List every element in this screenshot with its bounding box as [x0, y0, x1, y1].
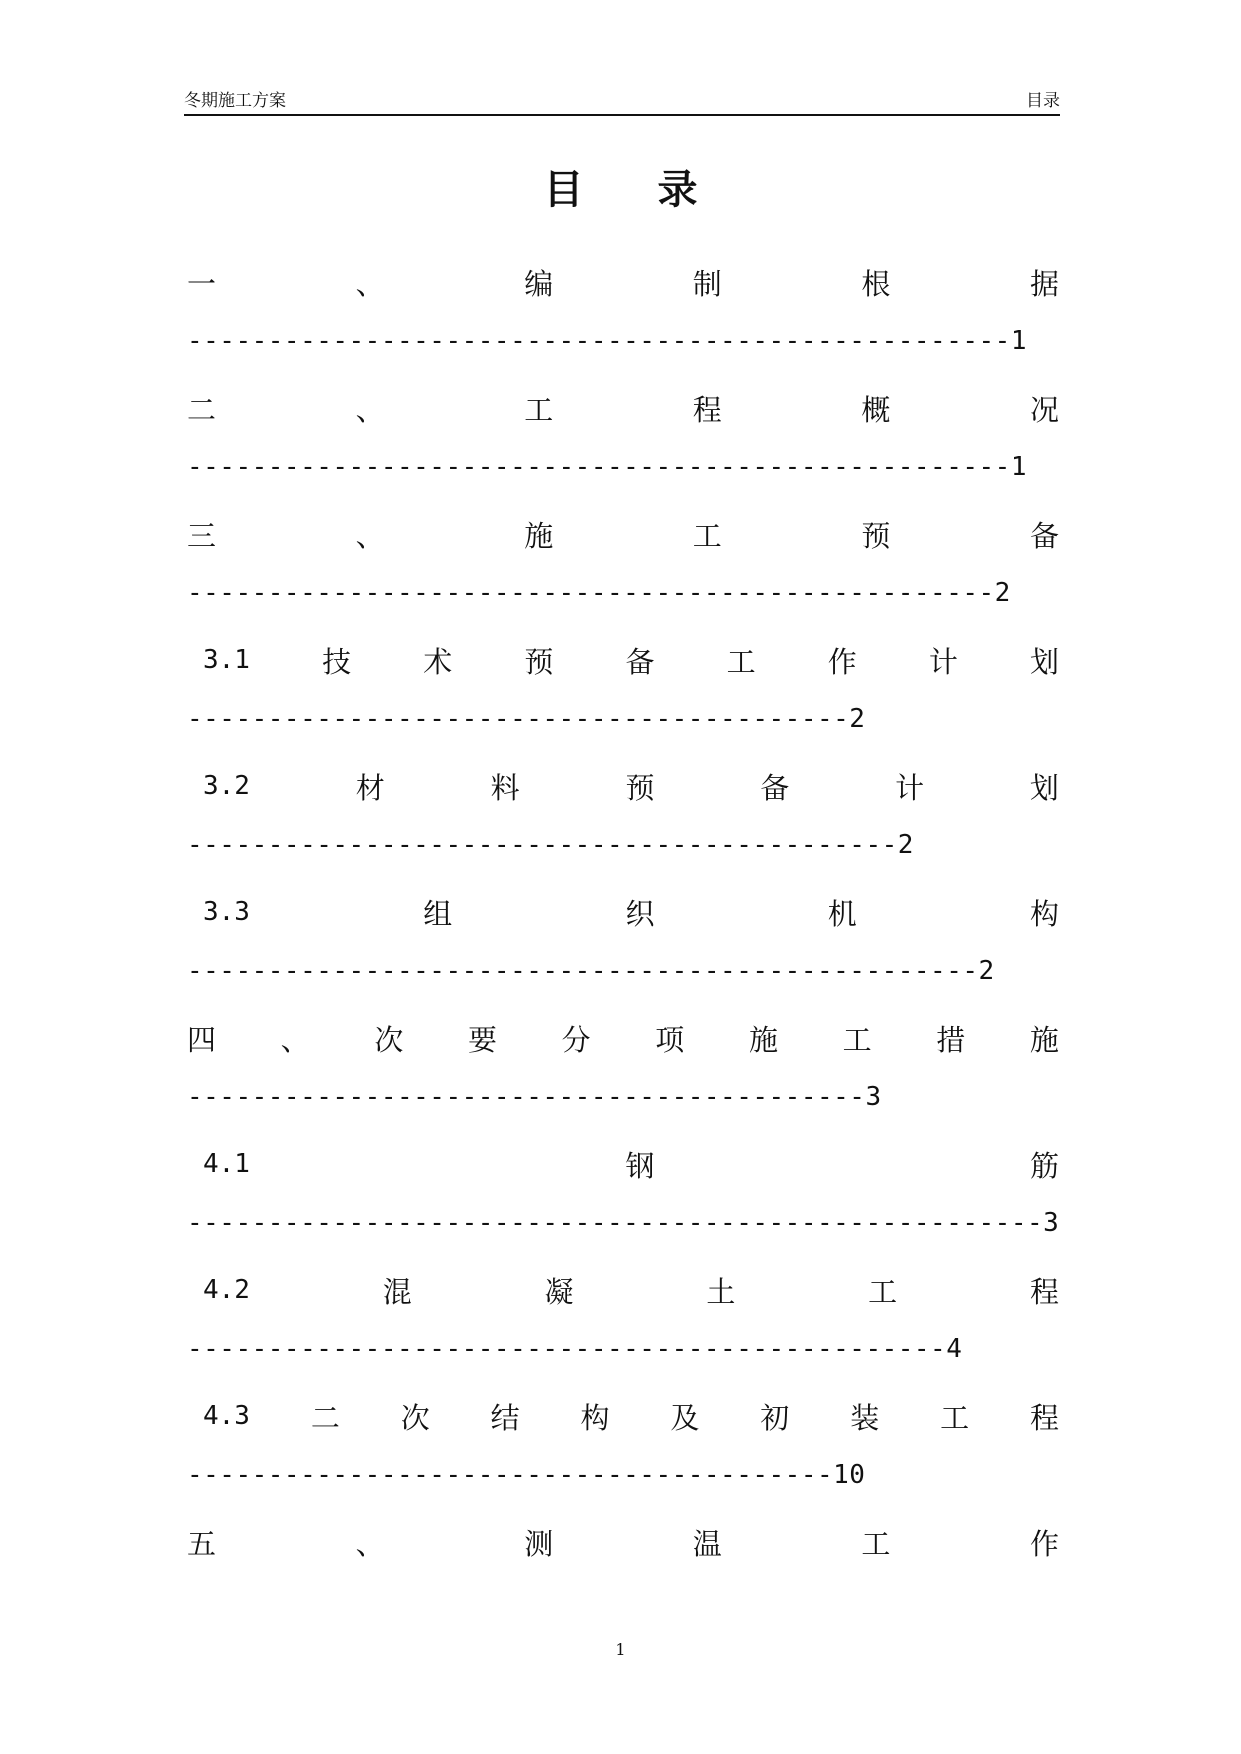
toc-title-char: 3.2	[203, 771, 250, 801]
toc-title-char: 、	[355, 1526, 385, 1561]
toc-entry[interactable]	[187, 388, 1059, 514]
toc-title-char: 工	[524, 392, 554, 427]
table-of-contents	[187, 262, 1059, 1648]
page-header	[184, 86, 1060, 116]
toc-entry[interactable]	[187, 1270, 1059, 1396]
toc-title-char: 程	[1029, 1400, 1059, 1435]
toc-title-char: 4.3	[203, 1401, 250, 1431]
toc-title-char: 3.1	[203, 645, 250, 675]
toc-title-char: 、	[280, 1022, 310, 1057]
header-left-title: 冬期施工方案	[184, 91, 286, 111]
toc-entry[interactable]	[187, 514, 1059, 640]
toc-entry-title	[187, 766, 1059, 806]
toc-title-char: 4.2	[203, 1275, 250, 1305]
toc-title-char: 三	[187, 518, 217, 553]
toc-entry[interactable]	[187, 1522, 1059, 1648]
toc-title-char: 计	[928, 644, 958, 679]
toc-title-char: 结	[490, 1400, 520, 1435]
toc-title-char: 及	[670, 1400, 700, 1435]
toc-title-char: 制	[692, 266, 722, 301]
toc-title-char: 凝	[544, 1274, 574, 1309]
toc-title-char: 备	[760, 770, 790, 805]
toc-title-char: 施	[524, 518, 554, 553]
toc-title-char: 土	[706, 1274, 736, 1309]
toc-title-char: 材	[355, 770, 385, 805]
toc-title-char: 组	[423, 896, 453, 931]
toc-title-char: 筋	[1029, 1148, 1059, 1183]
toc-title-char: 温	[692, 1526, 722, 1561]
toc-entry[interactable]	[187, 640, 1059, 766]
toc-title-char: 程	[1029, 1274, 1059, 1309]
toc-entry-title	[187, 514, 1059, 554]
toc-title-char: 工	[842, 1022, 872, 1057]
toc-leader-page: --------------------------------------------------2	[187, 578, 1011, 608]
toc-title-char: 工	[692, 518, 722, 553]
toc-leader-page: -----------------------------------------------4	[187, 1334, 963, 1364]
toc-leader-page: ---------------------------------------------------1	[187, 452, 1027, 482]
toc-title-char: 测	[524, 1526, 554, 1561]
toc-title-char: 一	[187, 266, 217, 301]
toc-entry-title	[187, 1396, 1059, 1436]
page-number: 1	[615, 1640, 626, 1659]
toc-title-char: 四	[187, 1022, 217, 1057]
toc-title-char: 备	[625, 644, 655, 679]
toc-title-char: 备	[1029, 518, 1059, 553]
toc-leader-page: ----------------------------------------10	[187, 1460, 866, 1490]
toc-title-char: 编	[524, 266, 554, 301]
toc-title-char: 划	[1029, 644, 1059, 679]
toc-title-char: 五	[187, 1526, 217, 1561]
toc-title-char: 概	[861, 392, 891, 427]
toc-title-char: 技	[322, 644, 352, 679]
toc-title-char: 要	[467, 1022, 497, 1057]
toc-entry-title	[187, 262, 1059, 302]
toc-title-char: 程	[692, 392, 722, 427]
toc-title-char: 4.1	[203, 1149, 250, 1179]
toc-title-char: 二	[310, 1400, 340, 1435]
toc-entry-title	[187, 1144, 1059, 1184]
toc-entry[interactable]	[187, 262, 1059, 388]
toc-title-char: 、	[355, 518, 385, 553]
toc-title-char: 预	[625, 770, 655, 805]
toc-title-char: 混	[382, 1274, 412, 1309]
toc-title-char: 工	[861, 1526, 891, 1561]
toc-entry[interactable]	[187, 1144, 1059, 1270]
toc-title-char: 作	[827, 644, 857, 679]
toc-title-char: 根	[861, 266, 891, 301]
toc-entry-title	[187, 1018, 1059, 1058]
header-right-title: 目录	[1026, 91, 1060, 111]
toc-title-char: 施	[1029, 1022, 1059, 1057]
toc-title-char: 据	[1029, 266, 1059, 301]
toc-title-char: 、	[355, 266, 385, 301]
toc-entry[interactable]	[187, 766, 1059, 892]
toc-title-char: 作	[1029, 1526, 1059, 1561]
toc-title-char: 机	[827, 896, 857, 931]
toc-title-char: 工	[868, 1274, 898, 1309]
toc-entry-title	[187, 388, 1059, 428]
toc-title-char: 计	[895, 770, 925, 805]
toc-entry-title	[187, 640, 1059, 680]
toc-title-char: 构	[1029, 896, 1059, 931]
document-title: 目 录	[543, 166, 728, 213]
toc-leader-page: -------------------------------------------------2	[187, 956, 995, 986]
toc-title-char: 钢	[625, 1148, 655, 1183]
toc-title-char: 、	[355, 392, 385, 427]
toc-entry-title	[187, 1270, 1059, 1310]
toc-title-char: 预	[861, 518, 891, 553]
toc-entry[interactable]	[187, 892, 1059, 1018]
toc-title-char: 措	[936, 1022, 966, 1057]
toc-title-char: 构	[580, 1400, 610, 1435]
toc-title-char: 次	[400, 1400, 430, 1435]
toc-title-char: 装	[850, 1400, 880, 1435]
toc-title-char: 术	[423, 644, 453, 679]
toc-entry[interactable]	[187, 1396, 1059, 1522]
toc-leader-page: ------------------------------------------3	[187, 1082, 882, 1112]
toc-title-char: 工	[940, 1400, 970, 1435]
toc-title-char: 次	[374, 1022, 404, 1057]
toc-title-char: 二	[187, 392, 217, 427]
toc-title-char: 施	[748, 1022, 778, 1057]
toc-title-char: 工	[726, 644, 756, 679]
toc-title-char: 预	[524, 644, 554, 679]
toc-leader-page: ---------------------------------------------------1	[187, 326, 1027, 356]
toc-leader-page: -----------------------------------------------------3	[187, 1208, 1060, 1238]
toc-title-char: 况	[1029, 392, 1059, 427]
toc-title-char: 初	[760, 1400, 790, 1435]
toc-title-char: 划	[1029, 770, 1059, 805]
toc-leader-page: -----------------------------------------2	[187, 704, 866, 734]
toc-leader-page: --------------------------------------------2	[187, 830, 914, 860]
toc-entry-title	[187, 892, 1059, 932]
toc-title-char: 3.3	[203, 897, 250, 927]
toc-title-char: 项	[655, 1022, 685, 1057]
toc-title-char: 分	[561, 1022, 591, 1057]
toc-title-char: 织	[625, 896, 655, 931]
toc-entry[interactable]	[187, 1018, 1059, 1144]
toc-entry-title	[187, 1522, 1059, 1562]
toc-title-char: 料	[490, 770, 520, 805]
